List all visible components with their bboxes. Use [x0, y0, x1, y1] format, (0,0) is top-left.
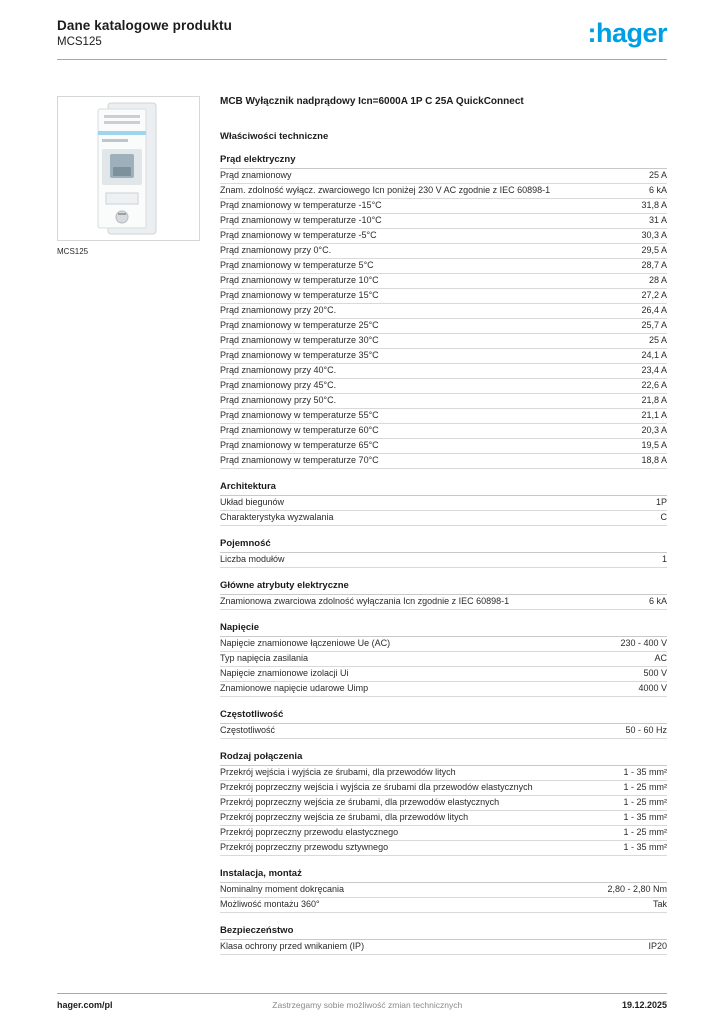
spec-label: Przekrój poprzeczny wejścia ze śrubami, dla przewodów litych: [220, 812, 469, 822]
spec-label: Częstotliwość: [220, 725, 276, 735]
footer-website: hager.com/pl: [57, 1000, 113, 1010]
spec-label: Prąd znamionowy w temperaturze 35°C: [220, 350, 379, 360]
spec-value: 20,3 A: [641, 425, 667, 435]
spec-row: [220, 304, 667, 319]
page-footer: [57, 993, 667, 1010]
spec-section: [220, 580, 667, 610]
spec-section: [220, 538, 667, 568]
spec-label: Prąd znamionowy: [220, 170, 292, 180]
spec-row: [220, 595, 667, 610]
spec-value: IP20: [648, 941, 667, 951]
spec-label: Znamionowa zwarciowa zdolność wyłączania Icn zgodnie z IEC 60898-1: [220, 596, 510, 606]
spec-value: 1: [661, 554, 667, 564]
spec-label: Prąd znamionowy w temperaturze -10°C: [220, 215, 382, 225]
spec-value: 23,4 A: [641, 365, 667, 375]
spec-value: 6 kA: [648, 185, 667, 195]
spec-label: Możliwość montażu 360°: [220, 899, 320, 909]
spec-label: Układ biegunów: [220, 497, 285, 507]
section-title: Instalacja, montaż: [220, 868, 667, 883]
spec-row: [220, 811, 667, 826]
spec-value: 22,6 A: [641, 380, 667, 390]
spec-section: [220, 622, 667, 697]
spec-value: 50 - 60 Hz: [625, 725, 667, 735]
spec-value: 28 A: [648, 275, 667, 285]
product-image-caption: MCS125: [57, 247, 89, 256]
spec-value: 25 A: [648, 335, 667, 345]
spec-row: [220, 766, 667, 781]
spec-value: 6 kA: [648, 596, 667, 606]
spec-row: [220, 781, 667, 796]
spec-value: 1 - 25 mm²: [623, 797, 667, 807]
spec-label: Nominalny moment dokręcania: [220, 884, 345, 894]
section-title: Bezpieczeństwo: [220, 925, 667, 940]
spec-label: Prąd znamionowy w temperaturze 55°C: [220, 410, 379, 420]
spec-value: 1 - 25 mm²: [623, 827, 667, 837]
spec-value: 29,5 A: [641, 245, 667, 255]
spec-row: [220, 940, 667, 955]
spec-label: Prąd znamionowy w temperaturze 30°C: [220, 335, 379, 345]
spec-label: Przekrój poprzeczny wejścia ze śrubami, dla przewodów elastycznych: [220, 797, 500, 807]
spec-row: [220, 364, 667, 379]
spec-row: [220, 394, 667, 409]
section-title: Pojemność: [220, 538, 667, 553]
spec-row: [220, 244, 667, 259]
spec-row: [220, 319, 667, 334]
spec-value: C: [660, 512, 667, 522]
spec-value: 31 A: [648, 215, 667, 225]
spec-label: Napięcie znamionowe izolacji Ui: [220, 668, 349, 678]
spec-row: [220, 898, 667, 913]
spec-row: [220, 229, 667, 244]
spec-row: [220, 169, 667, 184]
spec-value: AC: [654, 653, 667, 663]
spec-section: [220, 868, 667, 913]
spec-row: [220, 496, 667, 511]
spec-label: Prąd znamionowy przy 40°C.: [220, 365, 337, 375]
spec-column: [220, 96, 667, 955]
spec-label: Prąd znamionowy w temperaturze 5°C: [220, 260, 374, 270]
spec-row: [220, 184, 667, 199]
section-title: Główne atrybuty elektryczne: [220, 580, 667, 595]
spec-row: [220, 349, 667, 364]
spec-label: Prąd znamionowy przy 0°C.: [220, 245, 332, 255]
spec-row: [220, 637, 667, 652]
spec-row: [220, 796, 667, 811]
section-title: Rodzaj połączenia: [220, 751, 667, 766]
spec-value: 1P: [655, 497, 667, 507]
spec-row: [220, 883, 667, 898]
spec-value: 30,3 A: [641, 230, 667, 240]
spec-value: 21,8 A: [641, 395, 667, 405]
spec-row: [220, 724, 667, 739]
product-image-column: [57, 96, 200, 955]
spec-value: 19,5 A: [641, 440, 667, 450]
spec-label: Prąd znamionowy w temperaturze 70°C: [220, 455, 379, 465]
spec-label: Przekrój wejścia i wyjścia ze śrubami, dla przewodów litych: [220, 767, 456, 777]
section-title: Napięcie: [220, 622, 667, 637]
spec-label: Charakterystyka wyzwalania: [220, 512, 334, 522]
spec-row: [220, 214, 667, 229]
footer-disclaimer: Zastrzegamy sobie możliwość zmian technicznych: [272, 1000, 463, 1010]
spec-label: Prąd znamionowy przy 20°C.: [220, 305, 337, 315]
spec-section: [220, 709, 667, 739]
spec-value: 2,80 - 2,80 Nm: [607, 884, 667, 894]
spec-value: 28,7 A: [641, 260, 667, 270]
spec-section: [220, 154, 667, 469]
section-title: Prąd elektryczny: [220, 154, 667, 169]
spec-value: 1 - 35 mm²: [623, 767, 667, 777]
spec-value: 1 - 25 mm²: [623, 782, 667, 792]
spec-label: Znam. zdolność wyłącz. zwarciowego Icn poniżej 230 V AC zgodnie z IEC 60898-1: [220, 185, 551, 195]
spec-label: Znamionowe napięcie udarowe Uimp: [220, 683, 369, 693]
spec-value: 27,2 A: [641, 290, 667, 300]
spec-value: 1 - 35 mm²: [623, 812, 667, 822]
spec-label: Napięcie znamionowe łączeniowe Ue (AC): [220, 638, 391, 648]
spec-row: [220, 409, 667, 424]
spec-row: [220, 439, 667, 454]
spec-row: [220, 259, 667, 274]
spec-section: [220, 481, 667, 526]
spec-label: Prąd znamionowy w temperaturze 10°C: [220, 275, 379, 285]
spec-row: [220, 274, 667, 289]
spec-value: 21,1 A: [641, 410, 667, 420]
spec-value: 31,8 A: [641, 200, 667, 210]
spec-label: Przekrój poprzeczny przewodu elastycznego: [220, 827, 399, 837]
spec-label: Prąd znamionowy przy 45°C.: [220, 380, 337, 390]
spec-row: [220, 652, 667, 667]
spec-row: [220, 841, 667, 856]
section-title: Architektura: [220, 481, 667, 496]
spec-label: Prąd znamionowy w temperaturze -15°C: [220, 200, 382, 210]
spec-row: [220, 553, 667, 568]
spec-label: Prąd znamionowy w temperaturze 15°C: [220, 290, 379, 300]
spec-value: 25 A: [648, 170, 667, 180]
product-image: [57, 96, 200, 241]
spec-row: [220, 826, 667, 841]
spec-value: 1 - 35 mm²: [623, 842, 667, 852]
spec-label: Prąd znamionowy w temperaturze -5°C: [220, 230, 377, 240]
spec-row: [220, 667, 667, 682]
spec-row: [220, 511, 667, 526]
spec-label: Przekrój poprzeczny wejścia i wyjścia ze śrubami dla przewodów elastycznych: [220, 782, 533, 792]
main-content: [57, 96, 667, 955]
section-title: Częstotliwość: [220, 709, 667, 724]
spec-label: Prąd znamionowy w temperaturze 65°C: [220, 440, 379, 450]
spec-sections: [220, 154, 667, 955]
spec-row: [220, 454, 667, 469]
spec-label: Prąd znamionowy przy 50°C.: [220, 395, 337, 405]
spec-value: 4000 V: [638, 683, 667, 693]
spec-label: Liczba modułów: [220, 554, 285, 564]
header-text-block: [57, 18, 232, 48]
technical-properties-heading: Właściwości techniczne: [220, 130, 329, 142]
page-title: Dane katalogowe produktu: [57, 18, 232, 33]
spec-row: [220, 199, 667, 214]
spec-section: [220, 751, 667, 856]
spec-row: [220, 334, 667, 349]
spec-label: Przekrój poprzeczny przewodu sztywnego: [220, 842, 389, 852]
spec-section: [220, 925, 667, 955]
spec-value: 18,8 A: [641, 455, 667, 465]
page-header: [57, 18, 667, 60]
spec-value: 24,1 A: [641, 350, 667, 360]
spec-label: Prąd znamionowy w temperaturze 60°C: [220, 425, 379, 435]
product-code: MCS125: [57, 36, 102, 48]
spec-value: 230 - 400 V: [620, 638, 667, 648]
spec-row: [220, 682, 667, 697]
hager-logo: :hager: [587, 18, 667, 48]
spec-value: Tak: [652, 899, 667, 909]
spec-value: 26,4 A: [641, 305, 667, 315]
footer-date: 19.12.2025: [621, 1000, 667, 1010]
spec-value: 500 V: [643, 668, 667, 678]
product-title: MCB Wyłącznik nadprądowy Icn=6000A 1P C 25A QuickConnect: [220, 96, 524, 107]
spec-label: Typ napięcia zasilania: [220, 653, 309, 663]
spec-row: [220, 379, 667, 394]
spec-label: Klasa ochrony przed wnikaniem (IP): [220, 941, 365, 951]
spec-row: [220, 424, 667, 439]
spec-value: 25,7 A: [641, 320, 667, 330]
spec-row: [220, 289, 667, 304]
spec-label: Prąd znamionowy w temperaturze 25°C: [220, 320, 379, 330]
circuit-breaker-illustration: [58, 97, 199, 240]
